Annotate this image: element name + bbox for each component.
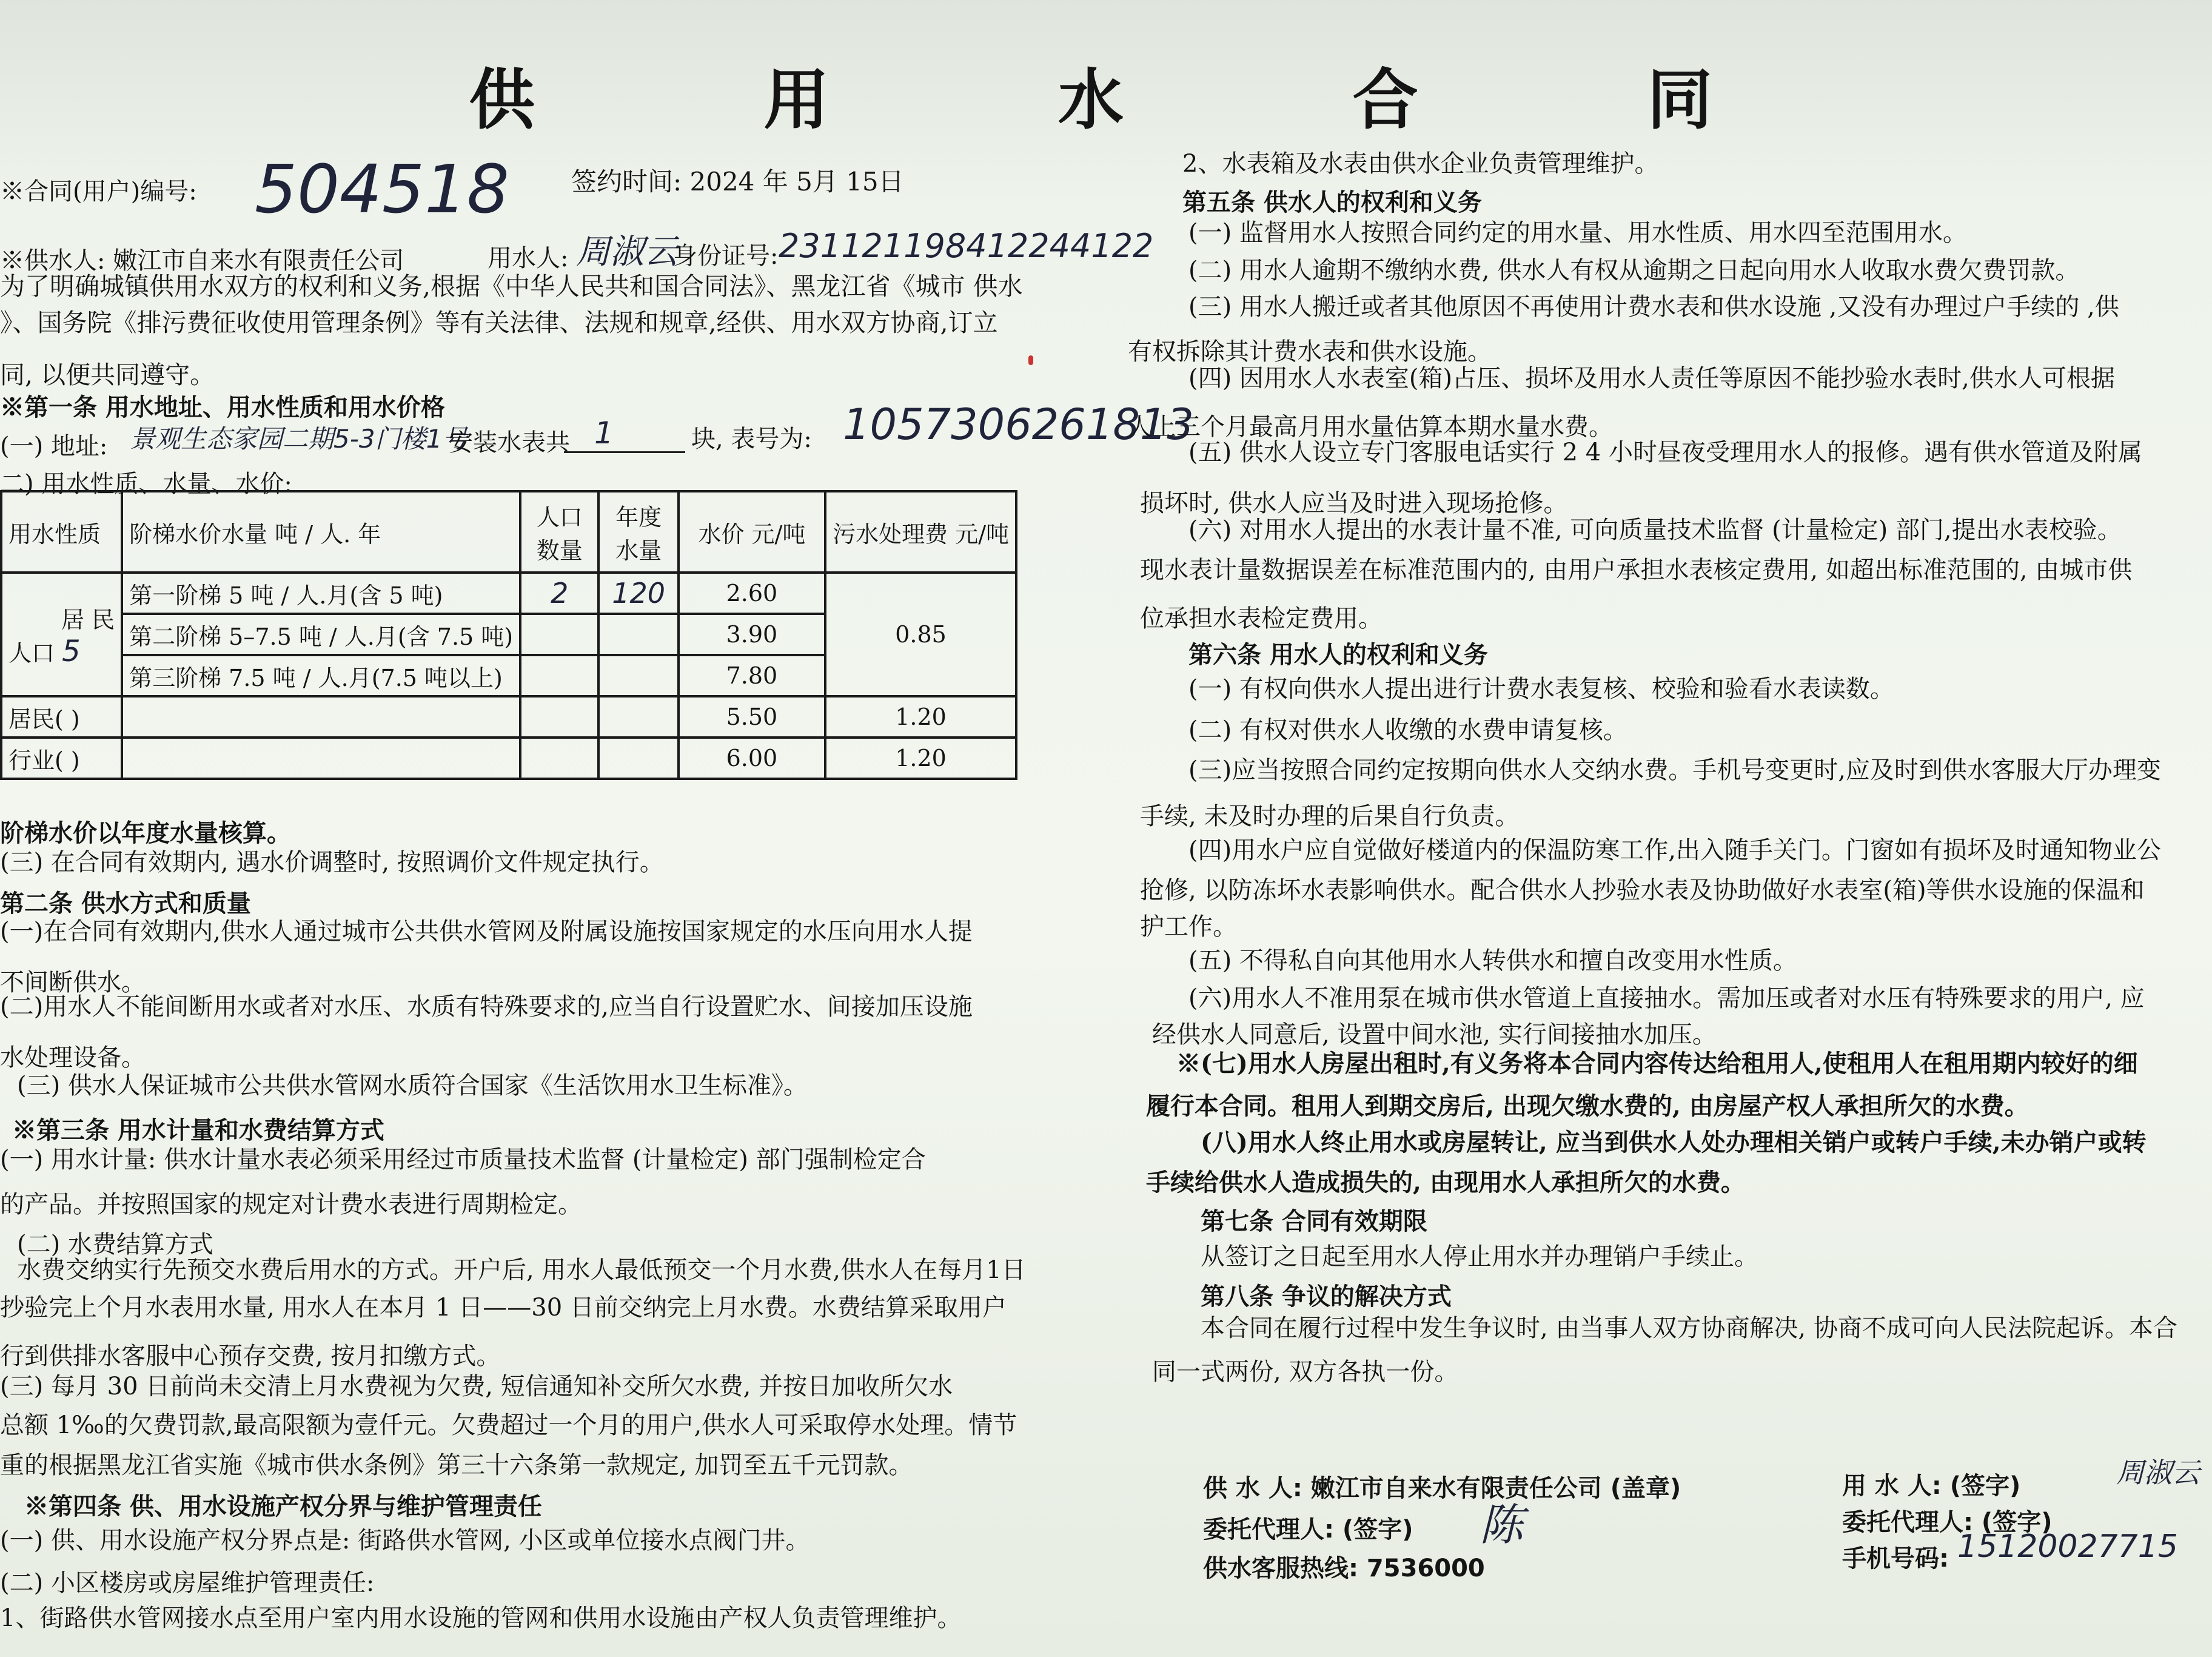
right-line-30: 从签订之日起至用水人停止用水并办理销户手续止。 — [1201, 1243, 1758, 1271]
other-1-label: 居民( ) — [1, 696, 122, 738]
address-handwritten: 景观生态家园二期5-3门楼1号 — [130, 424, 468, 454]
other-2-people — [520, 738, 598, 779]
signature-hotline: 供水客服热线: 7536000 — [1203, 1554, 1485, 1582]
table-row — [1, 696, 1016, 738]
left-line-22: 1、街路供水管网接水点至用户室内用水设施的管网和供用水设施由产权人负责管理维护。 — [0, 1604, 962, 1632]
right-line-15: (一) 有权向供水人提出进行计费水表复核、校验和验看水表读数。 — [1188, 675, 1894, 703]
right-line-19: (四)用水户应自觉做好楼道内的保温防寒工作,出入随手关门。门窗如有损坏及时通知物业公 — [1188, 836, 2161, 864]
left-line-5: 不间断供水。 — [0, 969, 146, 997]
right-line-28: 手续给供水人造成损失的, 由现用水人承担所欠的水费。 — [1146, 1168, 1745, 1197]
left-line-7: 水处理设备。 — [0, 1044, 146, 1072]
header-sewage: 污水处理费 元/吨 — [825, 491, 1016, 573]
tier-1-volume: 120 — [598, 573, 678, 614]
document-title: 供 用 水 合 同 — [469, 62, 1816, 138]
right-line-23: (六)用水人不准用泵在城市供水管道上直接抽水。需加压或者对水压有特殊要求的用户, 应 — [1188, 984, 2145, 1012]
right-line-22: (五) 不得私自向其他用水人转供水和擅自改变用水性质。 — [1188, 947, 1797, 975]
article-7-title: 第七条 合同有效期限 — [1201, 1207, 1427, 1235]
other-1-people — [520, 696, 598, 738]
tier-3-price: 7.80 — [679, 655, 825, 696]
right-line-25: ※(七)用水人房屋出租时,有义务将本合同内容传达给租用人,使租用人在租用期内较好的细 — [1176, 1049, 2138, 1078]
left-line-1: 阶梯水价以年度水量核算。 — [0, 819, 291, 847]
right-line-16: (二) 有权对供水人收缴的水费申请复核。 — [1188, 716, 1627, 744]
tier-1-people: 2 — [520, 573, 598, 614]
right-column — [1128, 0, 2212, 1657]
left-line-8: (三) 供水人保证城市公共供水管网水质符合国家《生活饮用水卫生标准》。 — [17, 1072, 808, 1100]
right-line-13: 位承担水表检定费用。 — [1140, 605, 1382, 633]
article-6-title: 第六条 用水人的权利和义务 — [1188, 640, 1488, 669]
user-sign-handwritten: 周淑云 — [2116, 1456, 2200, 1489]
right-line-32: 本合同在履行过程中发生争议时, 由当事人双方协商解决, 协商不成可向人民法院起诉。本合 — [1201, 1314, 2177, 1342]
right-line-26: 履行本合同。租用人到期交房后, 出现欠缴水费的, 由房屋产权人承担所欠的水费。 — [1146, 1092, 2029, 1120]
left-line-13: 水费交纳实行先预交水费后用水的方式。开户后, 用水人最低预交一个月水费,供水人在每月1日 — [17, 1256, 1026, 1284]
left-line-11: 的产品。并按照国家的规定对计费水表进行周期检定。 — [0, 1191, 582, 1218]
other-1-tier — [122, 696, 520, 738]
tier-2-people — [520, 614, 598, 655]
resident-sewage: 0.85 — [825, 573, 1016, 696]
tier-2-volume — [598, 614, 678, 655]
header-population: 人口数量 — [520, 491, 598, 573]
id-label: 身份证号: — [673, 242, 779, 270]
intro-line-1: 为了明确城镇供用水双方的权利和义务,根据《中华人民共和国合同法》、黑龙江省《城市 供水 — [0, 272, 1023, 301]
other-2-label: 行业( ) — [1, 738, 122, 779]
other-1-price: 5.50 — [679, 696, 825, 738]
right-line-21: 护工作。 — [1140, 913, 1237, 941]
tier-1-label: 第一阶梯 5 吨 / 人.月(含 5 吨) — [122, 573, 520, 614]
right-line-10: 损坏时, 供水人应当及时进入现场抢修。 — [1140, 489, 1568, 517]
left-line-14: 抄验完上个月水表用水量, 用水人在本月 1 日——30 日前交纳完上月水费。水费结算采取用户 — [0, 1294, 1007, 1322]
tier-3-label: 第三阶梯 7.5 吨 / 人.月(7.5 吨以上) — [122, 655, 520, 696]
resident-cell — [1, 573, 122, 696]
contract-no-value: 504518 — [255, 150, 509, 228]
right-line-9: (五) 供水人设立专门客服电话实行 2 4 小时昼夜受理用水人的报修。遇有供水管道及附属 — [1188, 439, 2142, 466]
population-row — [8, 634, 115, 668]
meter-no-handwritten: 1057306261813 — [843, 400, 1194, 449]
other-1-volume — [598, 696, 678, 738]
intro-line-2: 》、国务院《排污费征收使用管理条例》等有关法律、法规和规章,经供、用水双方协商,订立 — [0, 308, 998, 337]
right-line-11: (六) 对用水人提出的水表计量不准, 可向质量技术监督 (计量检定) 部门,提出水表校验。 — [1188, 516, 2122, 544]
left-line-10: (一) 用水计量: 供水计量水表必须采用经过市质量技术监督 (计量检定) 部门强制检定合 — [0, 1146, 926, 1174]
agent-left-handwritten: 陈 — [1480, 1499, 1524, 1550]
right-line-5: (三) 用水人搬迁或者其他原因不再使用计费水表和供水设施 ,又没有办理过户手续的 ,供 — [1188, 293, 2119, 321]
intro-line-3: 同, 以便共同遵守。 — [0, 360, 215, 389]
red-dot-mark — [1028, 355, 1033, 365]
left-line-21: (二) 小区楼房或房屋维护管理责任: — [0, 1569, 375, 1597]
article-5-title: 第五条 供水人的权利和义务 — [1182, 188, 1482, 217]
left-line-17: 总额 1‰的欠费罚款,最高限额为壹仟元。欠费超过一个月的用户,供水人可采取停水处理。情节 — [0, 1411, 1017, 1439]
population-handwritten: 5 — [62, 634, 81, 668]
article-1-title: ※第一条 用水地址、用水性质和用水价格 — [0, 393, 445, 422]
resident-label: 居 民 — [61, 606, 115, 633]
right-line-4: (二) 用水人逾期不缴纳水费, 供水人有权从逾期之日起向用水人收取水费欠费罚款。 — [1188, 257, 2080, 284]
right-line-20: 抢修, 以防冻坏水表影响供水。配合供水人抄验水表及协助做好水表室(箱)等供水设施的保温和 — [1140, 876, 2145, 904]
meter-count-handwritten: 1 — [594, 415, 614, 451]
header-price: 水价 元/吨 — [679, 491, 825, 573]
table-row — [1, 738, 1016, 779]
tier-3-people — [520, 655, 598, 696]
left-line-12: (二) 水费结算方式 — [17, 1231, 213, 1259]
phone-handwritten: 15120027715 — [1957, 1528, 2178, 1565]
other-2-tier — [122, 738, 520, 779]
water-price-table — [0, 490, 1017, 780]
id-number-handwritten: 231121198412244122 — [779, 227, 1154, 265]
tier-2-label: 第二阶梯 5–7.5 吨 / 人.月(含 7.5 吨) — [122, 614, 520, 655]
left-line-16: (三) 每月 30 日前尚未交清上月水费视为欠费, 短信通知补交所欠水费, 并按日加收所欠水 — [0, 1373, 953, 1400]
left-line-2: (三) 在合同有效期内, 遇水价调整时, 按照调价文件规定执行。 — [0, 849, 664, 876]
article-2-title: 第二条 供水方式和质量 — [0, 889, 251, 918]
contract-no-label: ※合同(用户)编号: — [0, 178, 197, 206]
table-header-row — [1, 491, 1016, 573]
meter-count-label: 安装水表共 — [449, 429, 570, 457]
right-line-7: (四) 因用水人水表室(箱)占压、损坏及用水人责任等原因不能抄验水表时,供水人可根据 — [1188, 365, 2115, 392]
header-annual-volume: 年度水量 — [598, 491, 678, 573]
other-2-price: 6.00 — [679, 738, 825, 779]
tier-2-price: 3.90 — [679, 614, 825, 655]
meter-no-label: 块, 表号为: — [691, 425, 812, 453]
left-line-20: (一) 供、用水设施产权分界点是: 街路供水管网, 小区或单位接水点阀门井。 — [0, 1527, 810, 1554]
left-line-6: (二)用水人不能间断用水或者对水压、水质有特殊要求的,应当自行设置贮水、间接加压设施 — [0, 993, 973, 1021]
other-1-sewage: 1.20 — [825, 696, 1016, 738]
signature-phone-label: 手机号码: — [1842, 1545, 1949, 1573]
right-line-33: 同一式两份, 双方各执一份。 — [1152, 1358, 1459, 1386]
user-name-handwritten: 周淑云 — [576, 232, 678, 272]
right-line-8: 人上三个月最高月用水量估算本期水量水费。 — [1128, 413, 1613, 441]
signature-user: 用 水 人: (签字) — [1842, 1472, 2021, 1500]
water-info-label: 二) 用水性质、水量、水价: — [0, 470, 292, 498]
header-usage: 用水性质 — [1, 491, 122, 573]
header-tier: 阶梯水价水量 吨 / 人. 年 — [122, 491, 520, 573]
table-row — [1, 573, 1016, 614]
meter-count-underline — [564, 451, 685, 453]
other-2-sewage: 1.20 — [825, 738, 1016, 779]
right-line-3: (一) 监督用水人按照合同约定的用水量、用水性质、用水四至范围用水。 — [1188, 219, 1967, 247]
article-8-title: 第八条 争议的解决方式 — [1201, 1282, 1452, 1311]
left-line-15: 行到供排水客服中心预存交费, 按月扣缴方式。 — [0, 1342, 501, 1370]
right-line-18: 手续, 未及时办理的后果自行负责。 — [1140, 802, 1520, 830]
left-line-4: (一)在合同有效期内,供水人通过城市公共供水管网及附属设施按国家规定的水压向用水人提 — [0, 918, 973, 946]
signature-supplier: 供 水 人: 嫩江市自来水有限责任公司 (盖章) — [1203, 1474, 1681, 1502]
sign-time: 签约时间: 2024 年 5月 15日 — [571, 167, 904, 197]
other-2-volume — [598, 738, 678, 779]
signature-agent-left: 委托代理人: (签字) — [1203, 1516, 1413, 1544]
article-4-title: ※第四条 供、用水设施产权分界与维护管理责任 — [24, 1492, 542, 1521]
tier-1-price: 2.60 — [679, 573, 825, 614]
right-line-24: 经供水人同意后, 设置中间水池, 实行间接抽水加压。 — [1152, 1021, 1717, 1049]
address-label: (一) 地址: — [0, 432, 108, 460]
right-line-27: (八)用水人终止用水或房屋转让, 应当到供水人处办理相关销户或转户手续,未办销户或转 — [1201, 1128, 2147, 1157]
supplier-line: ※供水人: 嫩江市自来水有限责任公司 — [0, 247, 404, 275]
left-line-18: 重的根据黑龙江省实施《城市供水条例》第三十六条第一款规定, 加罚至五千元罚款。 — [0, 1451, 913, 1479]
population-label: 人口 — [8, 639, 55, 667]
right-line-1: 2、水表箱及水表由供水企业负责管理维护。 — [1182, 150, 1659, 178]
right-line-12: 现水表计量数据误差在标准范围内的, 由用户承担水表核定费用, 如超出标准范围的, 由城市供 — [1140, 556, 2133, 584]
right-line-17: (三)应当按照合同约定按期向供水人交纳水费。手机号变更时,应及时到供水客服大厅办理变 — [1188, 756, 2161, 784]
signature-agent-right: 委托代理人: (签字) — [1842, 1508, 2053, 1536]
user-label: 用水人: — [488, 244, 569, 272]
right-line-6: 有权拆除其计费水表和供水设施。 — [1128, 338, 1492, 366]
tier-3-volume — [598, 655, 678, 696]
article-3-title: ※第三条 用水计量和水费结算方式 — [12, 1116, 384, 1144]
